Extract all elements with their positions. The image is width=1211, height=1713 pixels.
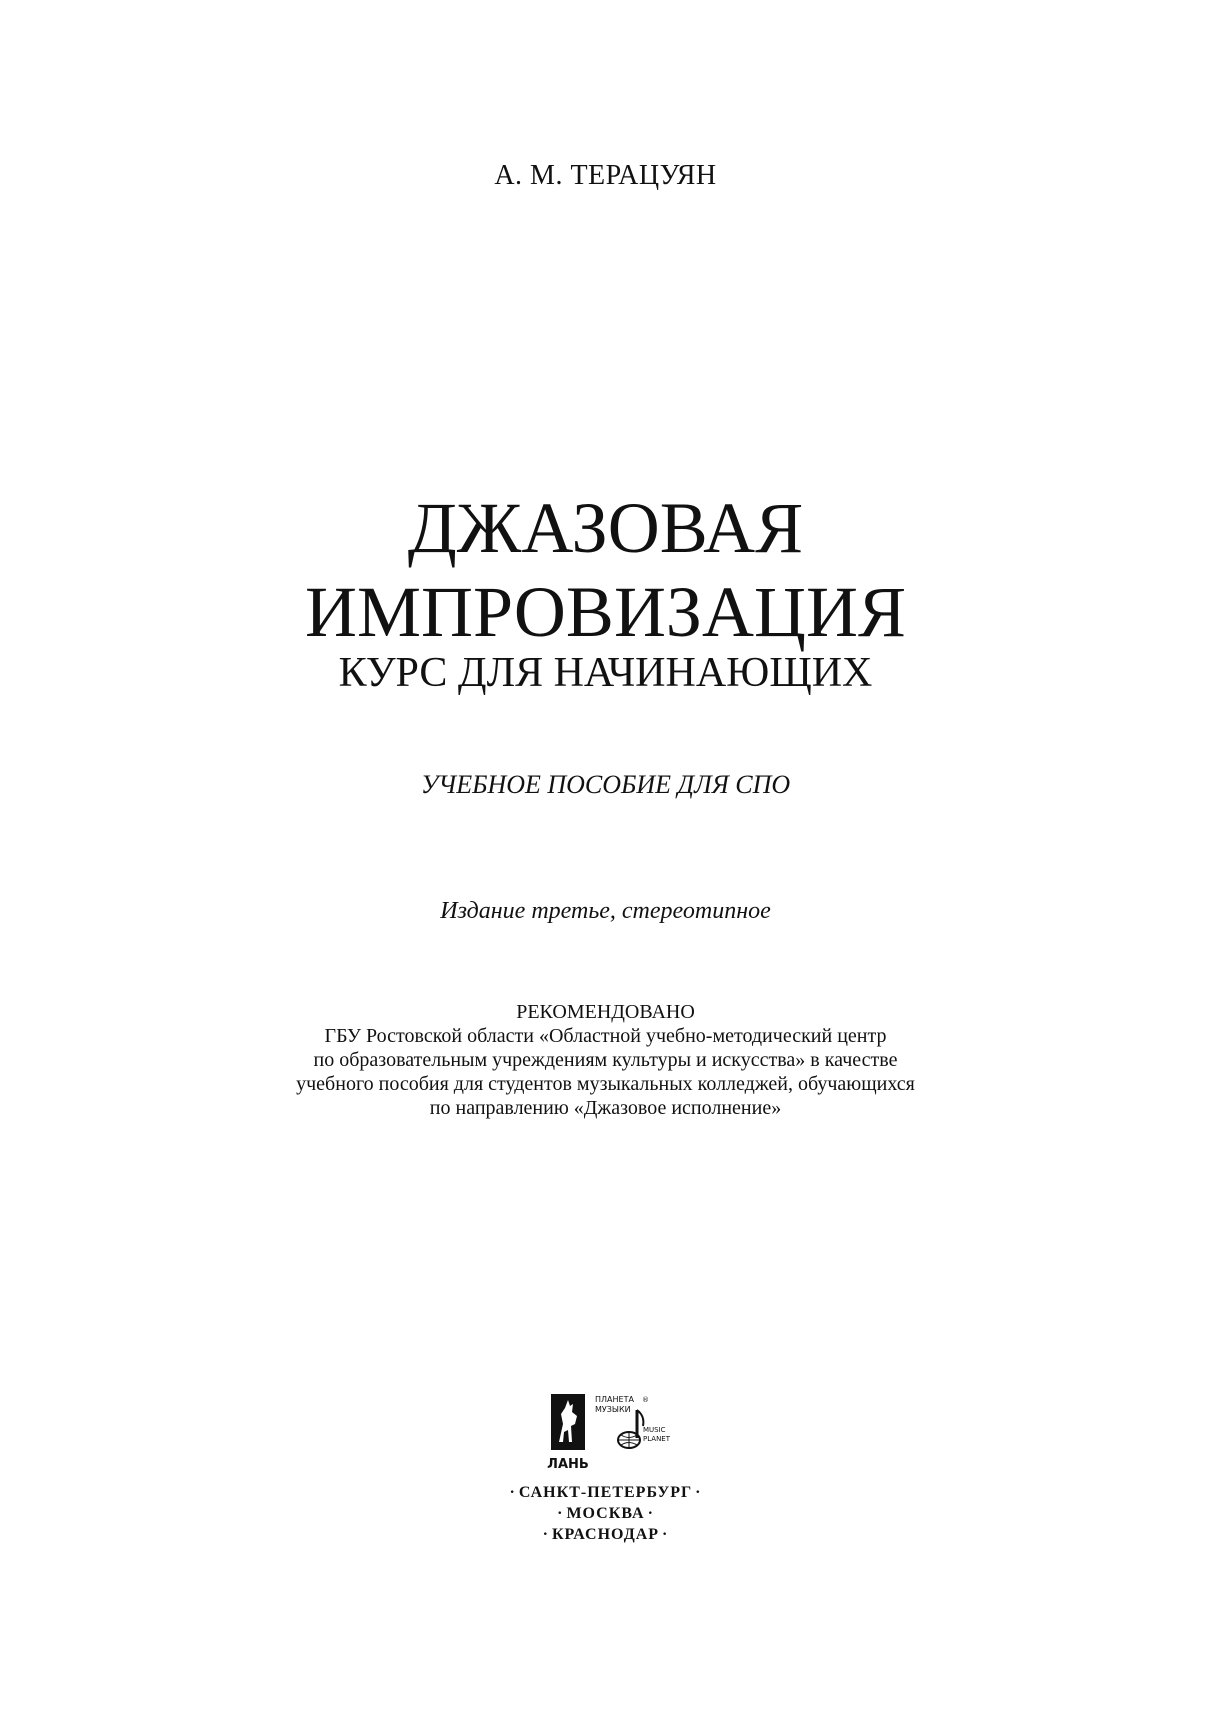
city-name: МОСКВА <box>566 1505 645 1522</box>
genre-line: УЧЕБНОЕ ПОСОБИЕ ДЛЯ СПО <box>420 770 791 799</box>
recommendation-line: по направлению «Джазовое исполнение» <box>429 1097 782 1119</box>
recommendation-block <box>0 1000 1211 1120</box>
planet-music-text-1: ПЛАНЕТА <box>595 1395 634 1404</box>
title-line-2: ИМПРОВИЗАЦИЯ <box>304 572 907 652</box>
publisher-cities: · САНКТ-ПЕТЕРБУРГ · · МОСКВА · · КРАСНОДАР · <box>509 1484 702 1543</box>
subtitle: КУРС ДЛЯ НАЧИНАЮЩИХ <box>338 650 873 696</box>
music-planet-text-2: PLANET <box>643 1435 671 1443</box>
recommendation-line: учебного пособия для студентов музыкальных колледжей, обучающихся <box>296 1073 915 1095</box>
recommendation-line: по образовательным учреждениям культуры и искусства» в качестве <box>313 1049 898 1071</box>
recommendation-line: ГБУ Ростовской области «Областной учебно-методический центр <box>324 1025 887 1047</box>
planet-music-text-2: МУЗЫКИ <box>595 1405 631 1414</box>
title-line-1: ДЖАЗОВАЯ <box>407 488 804 568</box>
svg-text:®: ® <box>642 1396 649 1404</box>
publisher-logo <box>545 1390 675 1480</box>
lan-deer-icon <box>547 1394 589 1472</box>
author-name: А. М. ТЕРАЦУЯН <box>494 160 717 191</box>
recommendation-heading: РЕКОМЕНДОВАНО <box>516 1001 695 1023</box>
city-name: КРАСНОДАР <box>551 1526 660 1543</box>
edition-line: Издание третье, стереотипное <box>440 898 771 924</box>
music-planet-text-1: MUSIC <box>643 1426 666 1434</box>
city-name: САНКТ-ПЕТЕРБУРГ <box>518 1484 693 1501</box>
planet-music-icon <box>595 1395 671 1448</box>
lan-logo-text: ЛАНЬ <box>547 1457 589 1472</box>
